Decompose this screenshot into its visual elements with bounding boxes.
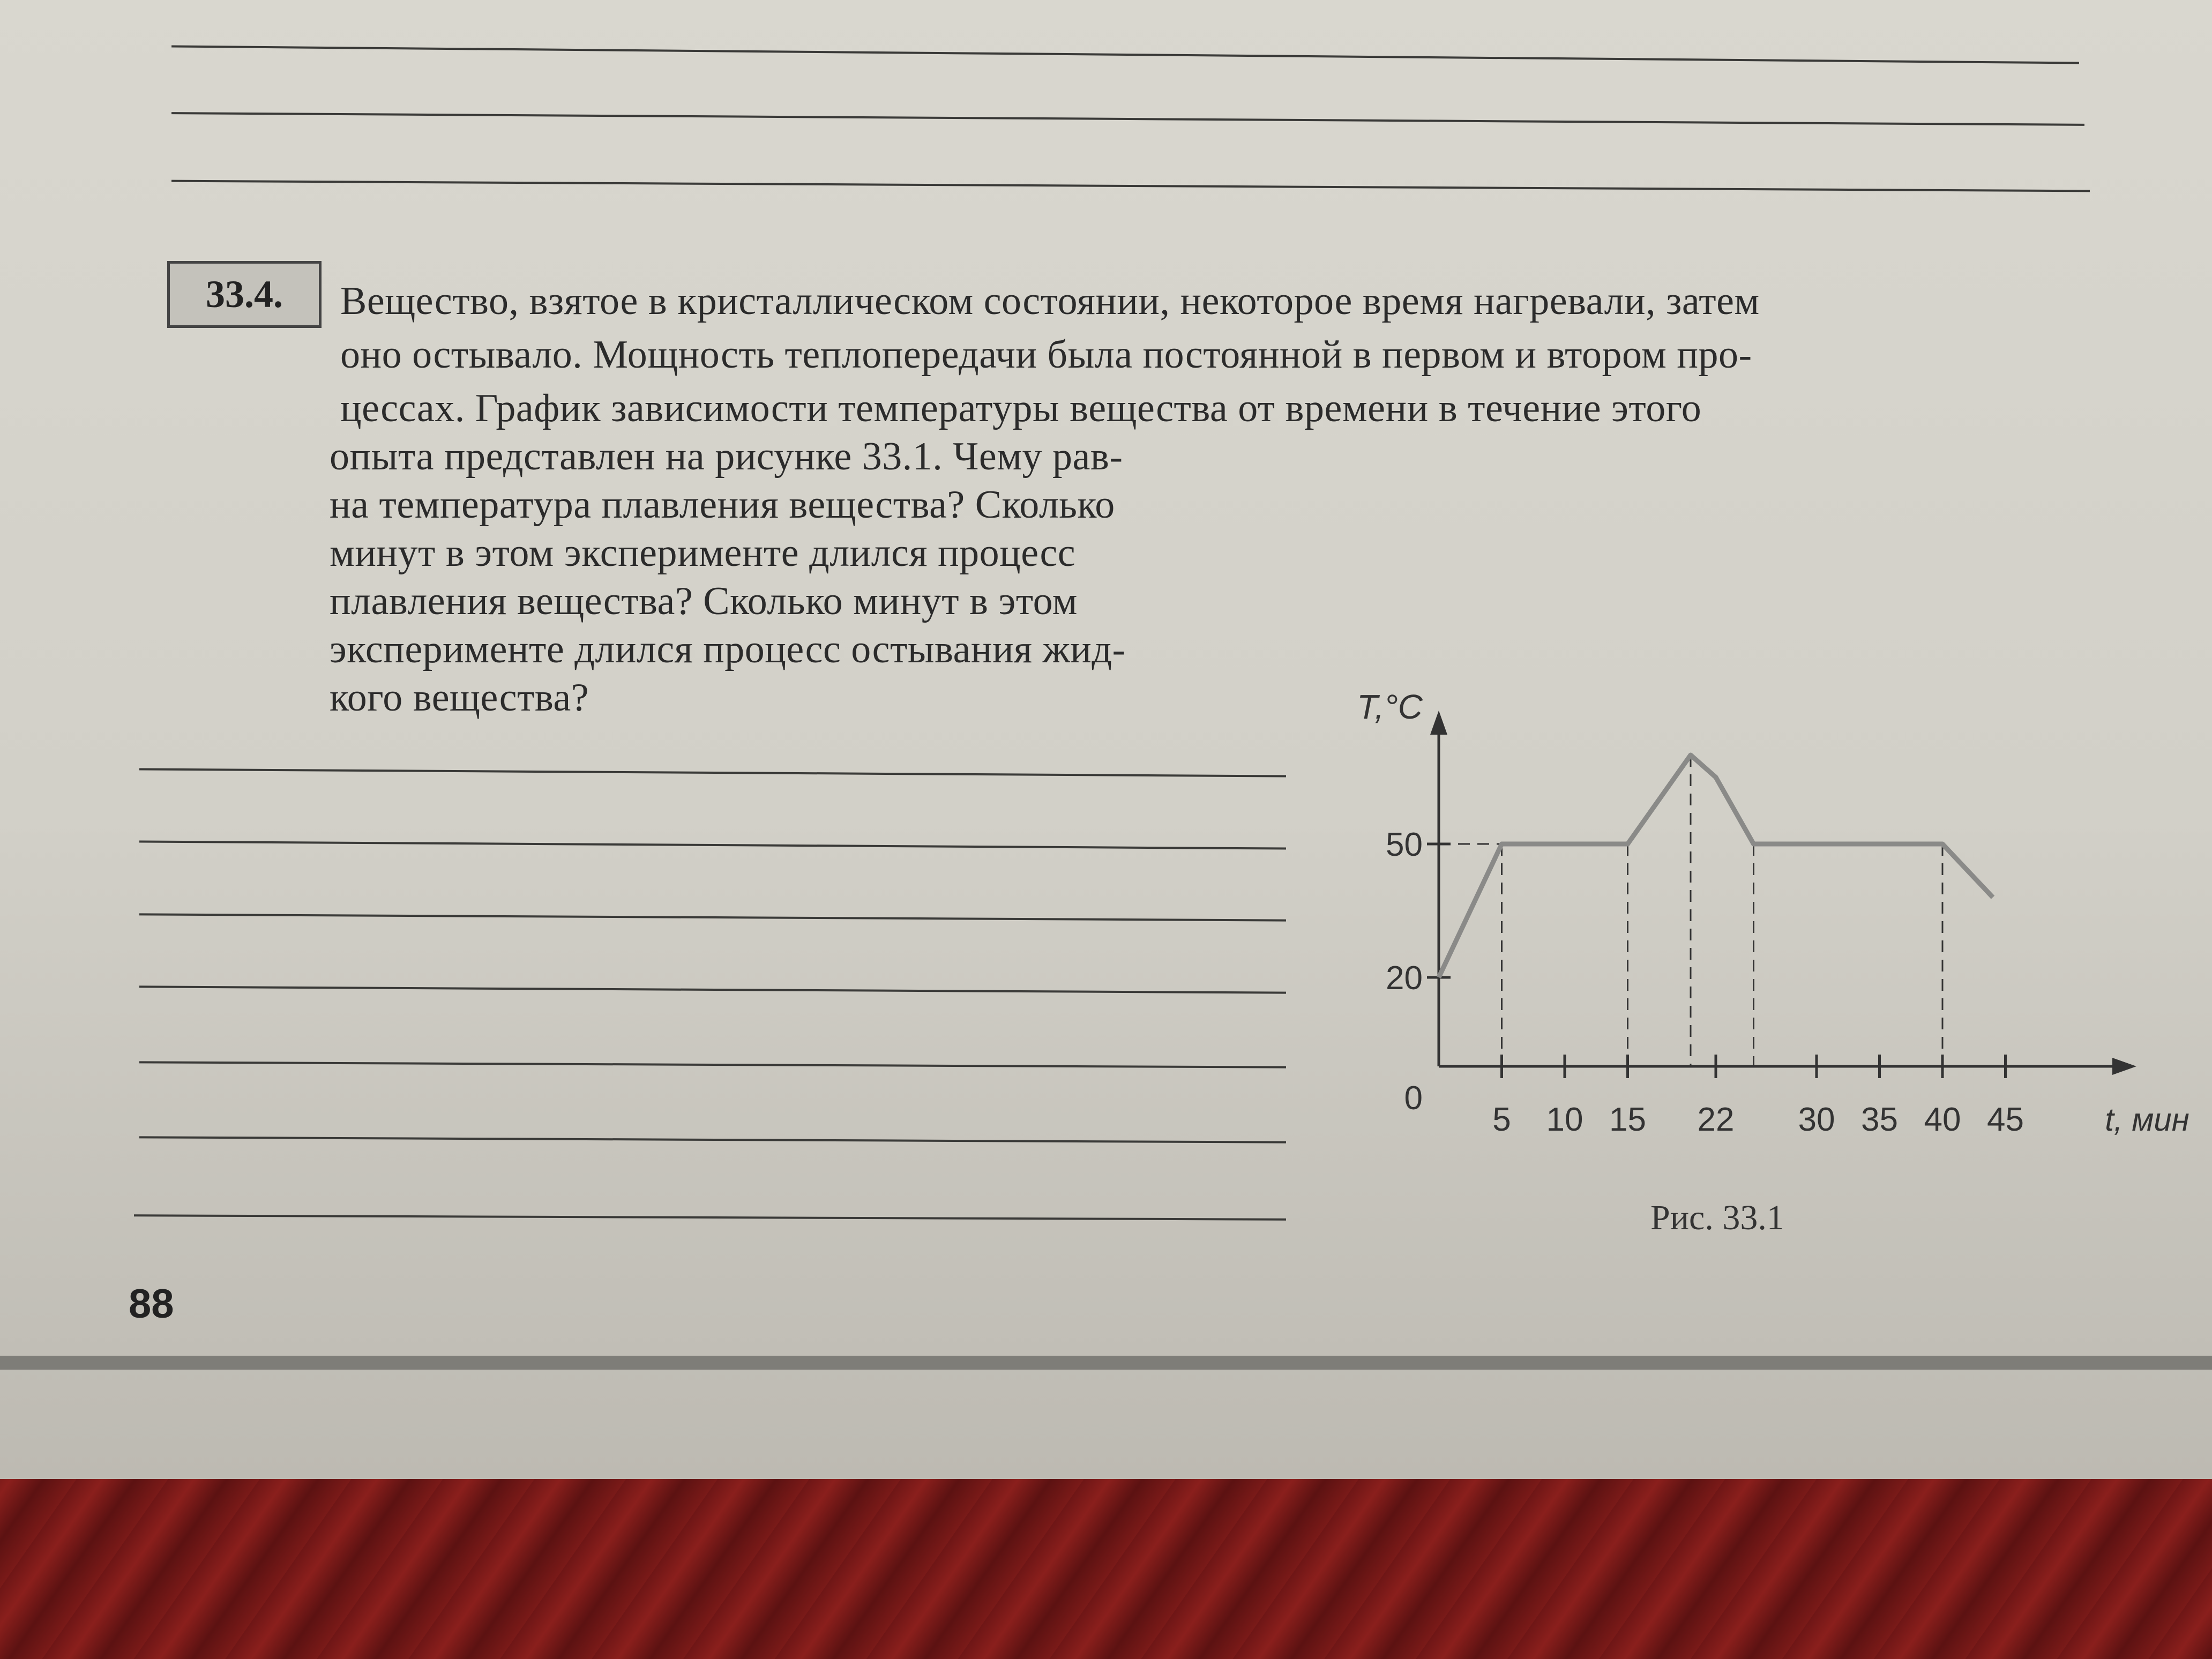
answer-rule [139, 985, 1286, 993]
answer-rule [139, 913, 1286, 921]
problem-text-line: плавления вещества? Сколько минут в этом [330, 579, 1078, 623]
x-tick-label: 10 [1546, 1101, 1583, 1138]
y-axis-arrow [1430, 711, 1447, 735]
problem-text-line: цессах. График зависимости температуры вещества от времени в течение этого [340, 386, 1702, 430]
y-axis-label: T,°C [1357, 687, 1423, 726]
figure-caption: Рис. 33.1 [1650, 1198, 1784, 1237]
answer-rule-top-3 [171, 180, 2090, 192]
problem-text-line: Вещество, взятое в кристаллическом состоянии, некоторое время нагревали, затем [340, 279, 1760, 323]
answer-rule-top-2 [171, 112, 2084, 126]
x-tick-label: 40 [1924, 1101, 1961, 1138]
temperature-series-line [1439, 755, 1993, 977]
page-number: 88 [129, 1281, 174, 1327]
problem-text-line: оно остывало. Мощность теплопередачи была постоянной в первом и втором про- [340, 333, 1752, 377]
problem-text-line: кого вещества? [330, 676, 589, 720]
problem-number: 33.4. [167, 261, 322, 328]
chart-axes [1427, 711, 2136, 1078]
table-cloth-background [0, 1458, 2212, 1659]
problem-text-line: эксперименте длился процесс остывания жид- [330, 627, 1126, 671]
problem-text-line: опыта представлен на рисунке 33.1. Чему рав- [330, 435, 1123, 479]
y-tick-label: 20 [1386, 960, 1423, 997]
x-tick-label: 30 [1798, 1101, 1835, 1138]
dashed-guides [1439, 755, 1942, 1066]
tick-labels [1357, 687, 2189, 1138]
x-axis-label: t, мин [2105, 1102, 2189, 1138]
y-tick-label: 50 [1386, 826, 1423, 863]
x-tick-label: 15 [1609, 1101, 1646, 1138]
x-tick-label: 22 [1697, 1101, 1735, 1138]
problem-text-line: на температура плавления вещества? Сколько [330, 483, 1115, 527]
answer-rule-top-1 [171, 45, 2079, 64]
x-axis-arrow [2112, 1058, 2136, 1075]
temperature-time-chart [1307, 472, 2189, 1168]
origin-label: 0 [1404, 1080, 1423, 1117]
problem-text-line: минут в этом эксперименте длился процесс [330, 531, 1076, 575]
x-tick-label: 5 [1492, 1101, 1511, 1138]
x-tick-label: 35 [1861, 1101, 1898, 1138]
answer-rule [139, 1061, 1286, 1068]
answer-rule [139, 768, 1286, 777]
answer-rule [134, 1214, 1286, 1221]
answer-rule [139, 1136, 1286, 1143]
temperature-line [1439, 755, 1993, 977]
answer-rule [139, 840, 1286, 849]
page-footer-bar [0, 1356, 2212, 1370]
x-tick-label: 45 [1987, 1101, 2024, 1138]
